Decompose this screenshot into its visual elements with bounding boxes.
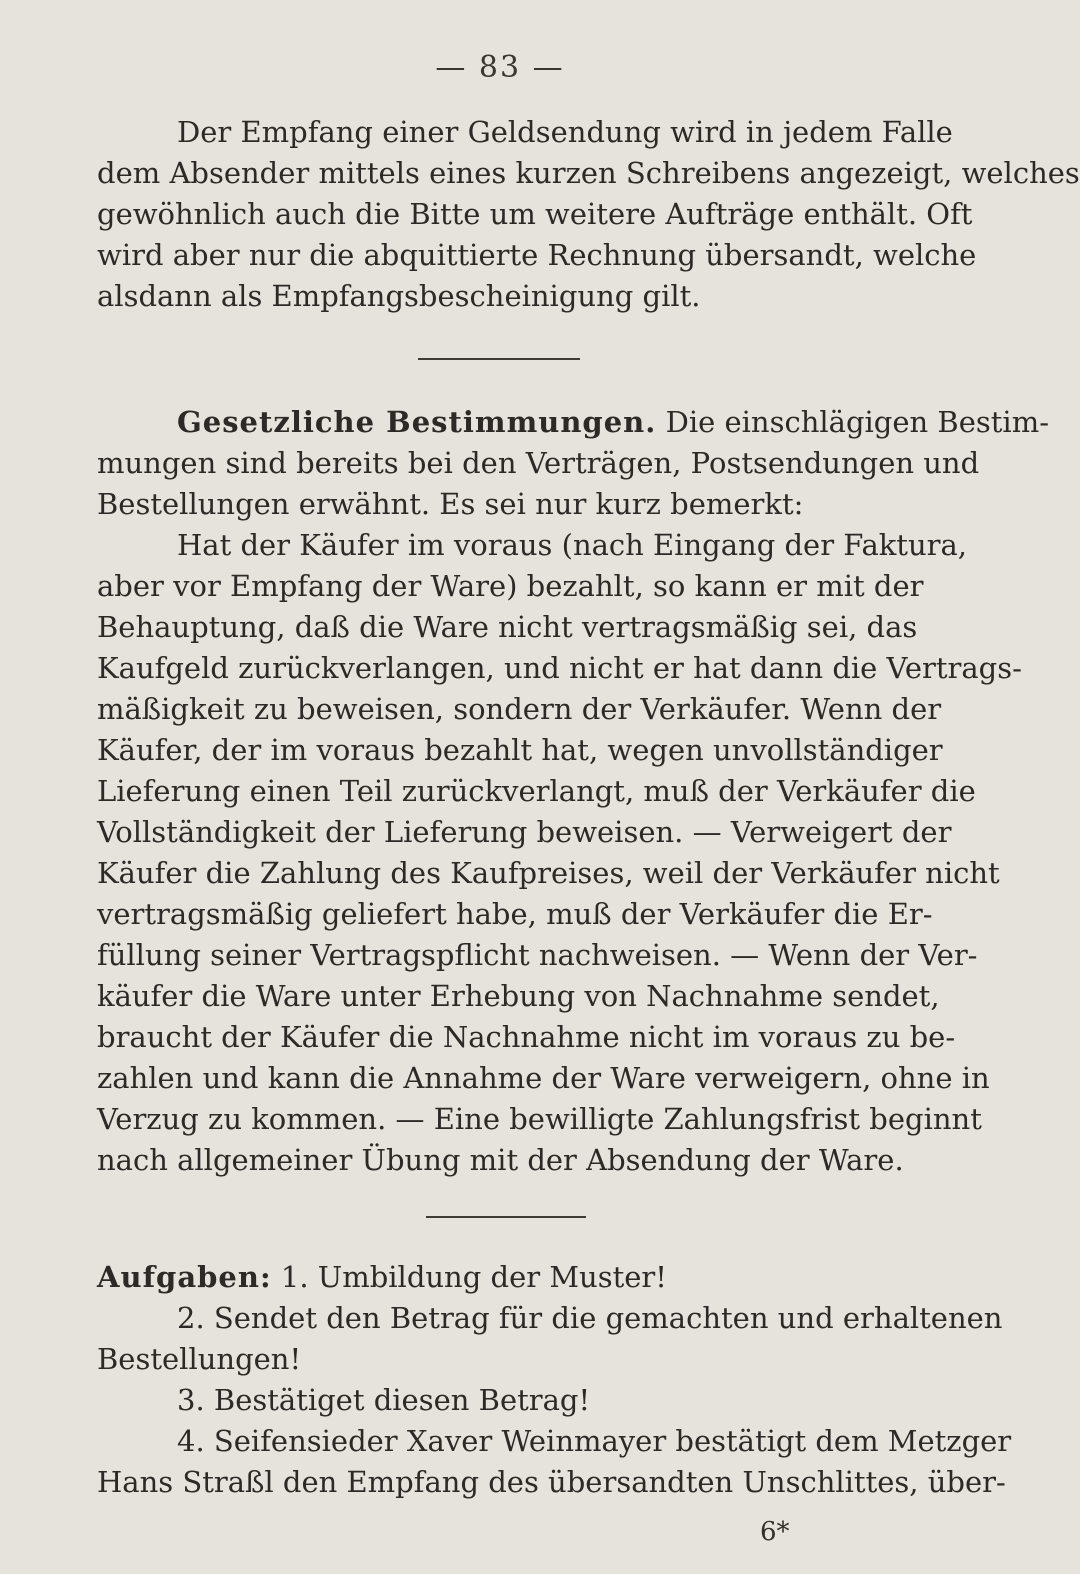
paragraph-bestimmungen bbox=[97, 402, 1049, 1181]
text-line: Verzug zu kommen. — Eine bewilligte Zahlungsfrist beginnt bbox=[97, 1102, 982, 1136]
text-line bbox=[97, 1257, 912, 1298]
section-divider bbox=[426, 1216, 586, 1218]
text-line: alsdann als Empfangsbescheinigung gilt. bbox=[97, 279, 701, 313]
text-line: nach allgemeiner Übung mit der Absendung der Ware. bbox=[97, 1143, 904, 1177]
text-line: Kaufgeld zurückverlangen, und nicht er hat dann die Vertrags- bbox=[97, 651, 1022, 685]
text-line: aber vor Empfang der Ware) bezahlt, so kann er mit der bbox=[97, 569, 924, 603]
text-line: mäßigkeit zu beweisen, sondern der Verkäufer. Wenn der bbox=[97, 692, 942, 726]
task-item: 3. Bestätiget diesen Betrag! bbox=[177, 1383, 591, 1417]
task-item: 4. Seifensieder Xaver Weinmayer bestätigt dem Metzger bbox=[177, 1424, 1012, 1458]
text-line: wird aber nur die abquittierte Rechnung übersandt, welche bbox=[97, 238, 977, 272]
text-line: Bestellungen erwähnt. Es sei nur kurz bemerkt: bbox=[97, 487, 804, 521]
text-line: braucht der Käufer die Nachnahme nicht im voraus zu be- bbox=[97, 1020, 956, 1054]
task-item: 1. Umbildung der Muster! bbox=[280, 1260, 667, 1294]
text-line: Der Empfang einer Geldsendung wird in jedem Falle bbox=[177, 115, 953, 149]
text-line: Käufer, der im voraus bezahlt hat, wegen unvollständiger bbox=[97, 733, 943, 767]
text-line: Vollständigkeit der Lieferung beweisen. — Verweigert der bbox=[97, 815, 952, 849]
task-item: 2. Sendet den Betrag für die gemachten und erhaltenen bbox=[177, 1301, 1003, 1335]
text-line: Bestellungen! bbox=[97, 1342, 302, 1376]
section-heading: Gesetzliche Bestimmungen. bbox=[177, 405, 657, 439]
page-number: — 83 — bbox=[435, 50, 565, 85]
text-line: Lieferung einen Teil zurückverlangt, muß der Verkäufer die bbox=[97, 774, 976, 808]
text-span: Die einschlägigen Bestim- bbox=[665, 405, 1049, 439]
text-line: dem Absender mittels eines kurzen Schreibens angezeigt, welches bbox=[97, 156, 1080, 190]
text-line: zahlen und kann die Annahme der Ware verweigern, ohne in bbox=[97, 1061, 990, 1095]
text-line: mungen sind bereits bei den Verträgen, Postsendungen und bbox=[97, 446, 980, 480]
text-line: füllung seiner Vertragspflicht nachweisen. — Wenn der Ver- bbox=[97, 938, 978, 972]
text-line: Käufer die Zahlung des Kaufpreises, weil der Verkäufer nicht bbox=[97, 856, 1000, 890]
text-line bbox=[97, 402, 1049, 443]
paragraph-empfang bbox=[97, 112, 1080, 317]
text-line: gewöhnlich auch die Bitte um weitere Aufträge enthält. Oft bbox=[97, 197, 973, 231]
text-line: käufer die Ware unter Erhebung von Nachnahme sendet, bbox=[97, 979, 940, 1013]
section-divider bbox=[418, 358, 580, 360]
text-line: vertragsmäßig geliefert habe, muß der Verkäufer die Er- bbox=[97, 897, 933, 931]
text-line: Hans Straßl den Empfang des übersandten Unschlittes, über- bbox=[97, 1465, 1006, 1499]
section-heading: Aufgaben: bbox=[97, 1260, 272, 1294]
text-line: Hat der Käufer im voraus (nach Eingang der Faktura, bbox=[177, 528, 968, 562]
signature-mark: 6* bbox=[760, 1517, 790, 1547]
text-line: Behauptung, daß die Ware nicht vertragsmäßig sei, das bbox=[97, 610, 918, 644]
paragraph-aufgaben bbox=[97, 1257, 1012, 1503]
